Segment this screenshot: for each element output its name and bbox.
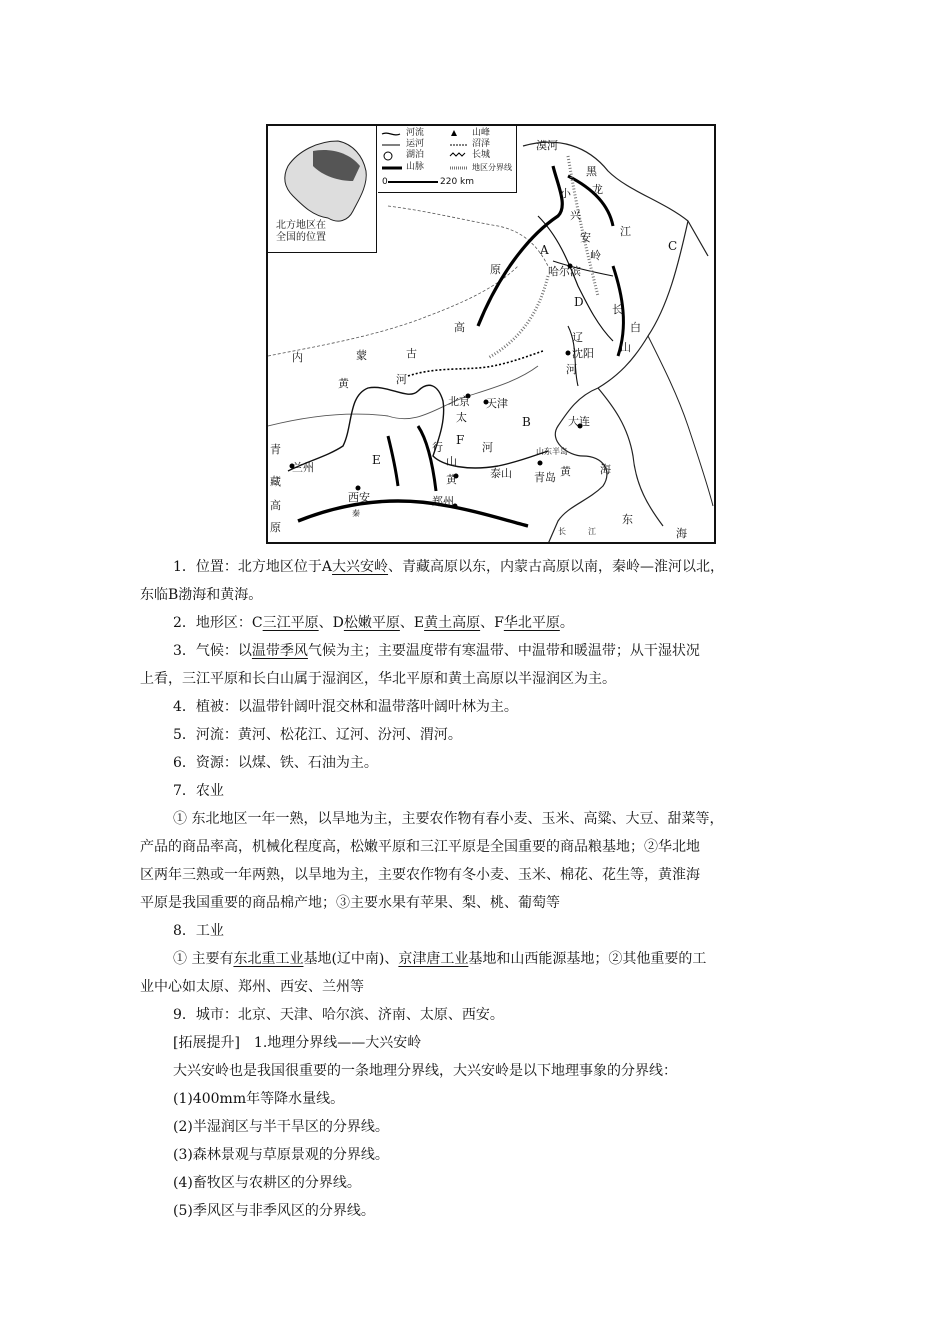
legend-canal: 运河 <box>406 139 425 149</box>
item-number: 8． <box>173 923 196 939</box>
answer-underlined: 华北平原 <box>503 615 560 631</box>
text-segment: (2)半湿润区与半干旱区的分界线。 <box>173 1119 389 1135</box>
label-lanzhou: 兰州 <box>292 461 314 474</box>
label-B: B <box>522 415 531 429</box>
text-segment: 大兴安岭也是我国很重要的一条地理分界线，大兴安岭是以下地理事象的分界线： <box>173 1063 677 1079</box>
label-zhengzhou: 郑州 <box>432 495 454 508</box>
text-line <box>140 749 830 777</box>
text-segment: 、青藏高原以东，内蒙古高原以南，秦岭—淮河以北， <box>388 559 725 575</box>
answer-underlined: 大兴安岭 <box>332 559 389 575</box>
label-he-liao: 河 <box>566 363 577 376</box>
text-line <box>140 861 830 889</box>
text-segment: 城市：北京、天津、哈尔滨、济南、太原、西安。 <box>195 1007 504 1023</box>
label-E: E <box>372 453 381 467</box>
text-line <box>140 1169 830 1197</box>
text-segment: 农业 <box>195 783 224 799</box>
label-ling: 岭 <box>590 249 601 262</box>
label-mohe: 漠河 <box>536 139 558 152</box>
text-segment: 。 <box>559 615 574 631</box>
answer-underlined: 三江平原 <box>262 615 319 631</box>
legend-scale: 220 km <box>440 177 475 187</box>
text-segment: 基地和山西能源基地；②其他重要的工 <box>468 951 707 967</box>
label-shandong: 山东半岛 <box>536 447 568 456</box>
text-segment: 、F <box>480 615 504 631</box>
text-segment: (5)季风区与非季风区的分界线。 <box>173 1203 375 1219</box>
text-segment: (3)森林景观与草原景观的分界线。 <box>173 1147 389 1163</box>
answer-underlined: 东北重工业 <box>233 951 304 967</box>
label-xing: 兴 <box>570 209 581 222</box>
label-qing: 青 <box>270 443 281 456</box>
text-segment: (4)畜牧区与农耕区的分界线。 <box>173 1175 361 1191</box>
text-segment: 河流：黄河、松花江、辽河、汾河、渭河。 <box>195 727 462 743</box>
text-segment: 平原是我国重要的商品棉产地；③主要水果有苹果、梨、桃、葡萄等 <box>140 895 560 911</box>
item-number: 9． <box>173 1007 196 1023</box>
item-number: 7． <box>173 783 196 799</box>
text-line <box>140 553 830 581</box>
label-he-f: 河 <box>482 441 493 454</box>
label-huang-sea: 黄 <box>560 465 571 478</box>
label-gao: 高 <box>454 321 465 334</box>
legend-mountain-range: 山脉 <box>406 162 425 172</box>
text-segment: 产品的商品率高，机械化程度高，松嫩平原和三江平原是全国重要的商品粮基地；②华北地 <box>140 839 700 855</box>
label-qin: 秦 <box>352 509 360 518</box>
text-line <box>140 973 830 1001</box>
label-dong: 东 <box>622 513 633 526</box>
text-line <box>140 1113 830 1141</box>
item-number: 4． <box>173 699 196 715</box>
text-segment: 上看，三江平原和长白山属于湿润区，华北平原和黄土高原以半湿润区为主。 <box>140 671 616 687</box>
label-hai-dong: 海 <box>676 527 687 540</box>
north-china-map <box>266 124 716 544</box>
text-segment: 地形区：C <box>195 615 263 631</box>
text-segment: 、D <box>318 615 344 631</box>
label-chang-s: 长 <box>558 527 566 536</box>
label-he-river: 河 <box>396 373 407 386</box>
text-segment: ① 主要有 <box>173 951 234 967</box>
answer-underlined: 温带季风 <box>251 643 308 659</box>
text-line <box>140 637 830 665</box>
label-huang-f: 黄 <box>446 473 457 486</box>
item-number: 1． <box>173 559 196 575</box>
label-tai: 太 <box>456 411 467 424</box>
label-meng: 蒙 <box>356 349 367 362</box>
item-number: 2． <box>173 615 196 631</box>
label-hei: 黑 <box>586 165 597 178</box>
answer-underlined: 松嫩平原 <box>343 615 400 631</box>
text-line <box>140 1057 830 1085</box>
text-segment: 基地(辽中南)、 <box>303 951 399 967</box>
answer-underlined: 黄土高原 <box>424 615 481 631</box>
text-segment: 业中心如太原、郑州、西安、兰州等 <box>140 979 364 995</box>
text-line <box>140 609 830 637</box>
text-line <box>140 917 830 945</box>
label-xian: 西安 <box>348 491 370 504</box>
label-taishan: 泰山 <box>490 467 512 480</box>
legend-great-wall: 长城 <box>472 150 491 160</box>
item-number: 3． <box>173 643 196 659</box>
label-huang-river: 黄 <box>338 377 349 390</box>
label-A: A <box>540 243 549 257</box>
text-line <box>140 777 830 805</box>
label-gao-west: 高 <box>270 499 281 512</box>
text-segment: [拓展提升] 1.地理分界线——大兴安岭 <box>173 1035 422 1051</box>
text-segment: 资源：以煤、铁、石油为主。 <box>195 755 378 771</box>
text-line <box>140 581 830 609</box>
label-an: 安 <box>580 231 591 244</box>
item-number: 5． <box>173 727 196 743</box>
text-segment: ① 东北地区一年一熟，以旱地为主，主要农作物有春小麦、玉米、高粱、大豆、甜菜等， <box>173 811 724 827</box>
answer-underlined: 京津唐工业 <box>398 951 469 967</box>
legend-peak: 山峰 <box>472 128 491 138</box>
label-C: C <box>668 239 678 253</box>
text-segment: 工业 <box>195 923 224 939</box>
label-yuan-west: 原 <box>270 521 281 534</box>
legend-boundary: 地区分界线 <box>472 163 512 172</box>
text-line <box>140 693 830 721</box>
map-legend <box>378 126 517 193</box>
label-long: 龙 <box>592 183 603 196</box>
label-tianjin: 天津 <box>486 397 508 410</box>
text-line <box>140 1141 830 1169</box>
label-shan-f: 山 <box>446 455 457 468</box>
text-line <box>140 665 830 693</box>
text-segment: 东临B渤海和黄海。 <box>140 587 263 603</box>
inset-map <box>268 126 377 253</box>
document-body <box>140 553 830 1225</box>
text-segment: 位置：北方地区位于A <box>195 559 333 575</box>
inset-caption-1: 北方地区在 <box>276 220 326 231</box>
label-shan: 山 <box>620 341 631 354</box>
label-jiang-s: 江 <box>588 527 596 536</box>
label-yuan: 原 <box>490 263 501 276</box>
item-number: 6． <box>173 755 196 771</box>
label-qingdao: 青岛 <box>534 471 556 484</box>
legend-marsh: 沼泽 <box>472 139 491 149</box>
label-F: F <box>456 433 465 447</box>
text-line <box>140 1085 830 1113</box>
inset-caption-2: 全国的位置 <box>276 232 326 243</box>
label-xiao: 小 <box>560 187 571 200</box>
text-segment: 气候：以 <box>195 643 252 659</box>
text-segment: 、E <box>399 615 425 631</box>
text-line <box>140 1029 830 1057</box>
label-dalian: 大连 <box>568 415 590 428</box>
label-jiang: 江 <box>620 225 631 238</box>
text-line <box>140 1197 830 1225</box>
text-line <box>140 721 830 749</box>
legend-lake: 湖泊 <box>406 150 425 160</box>
text-segment: 气候为主；主要温度带有寒温带、中温带和暖温带；从干湿状况 <box>307 643 700 659</box>
label-nei: 内 <box>292 351 303 364</box>
text-segment: 区两年三熟或一年两熟，以旱地为主，主要农作物有冬小麦、玉米、棉花、花生等，黄淮海 <box>140 867 700 883</box>
label-hai-sea: 海 <box>600 463 611 476</box>
legend-scale-zero: 0 <box>382 177 388 187</box>
text-segment: 植被：以温带针阔叶混交林和温带落叶阔叶林为主。 <box>195 699 518 715</box>
label-harbin: 哈尔滨 <box>548 265 581 278</box>
text-line <box>140 833 830 861</box>
text-line <box>140 889 830 917</box>
label-bai: 白 <box>630 321 641 334</box>
label-chang: 长 <box>612 303 623 316</box>
label-hang: 行 <box>432 441 443 454</box>
legend-river: 河流 <box>406 128 425 138</box>
text-segment: (1)400mm年等降水量线。 <box>173 1091 345 1107</box>
label-D: D <box>574 295 584 309</box>
text-line <box>140 945 830 973</box>
text-line <box>140 1001 830 1029</box>
label-liao: 辽 <box>572 331 583 344</box>
text-line <box>140 805 830 833</box>
label-shenyang: 沈阳 <box>572 347 594 360</box>
label-beijing: 北京 <box>448 395 470 408</box>
label-zang: 藏 <box>270 475 281 488</box>
label-gu: 古 <box>406 347 417 360</box>
